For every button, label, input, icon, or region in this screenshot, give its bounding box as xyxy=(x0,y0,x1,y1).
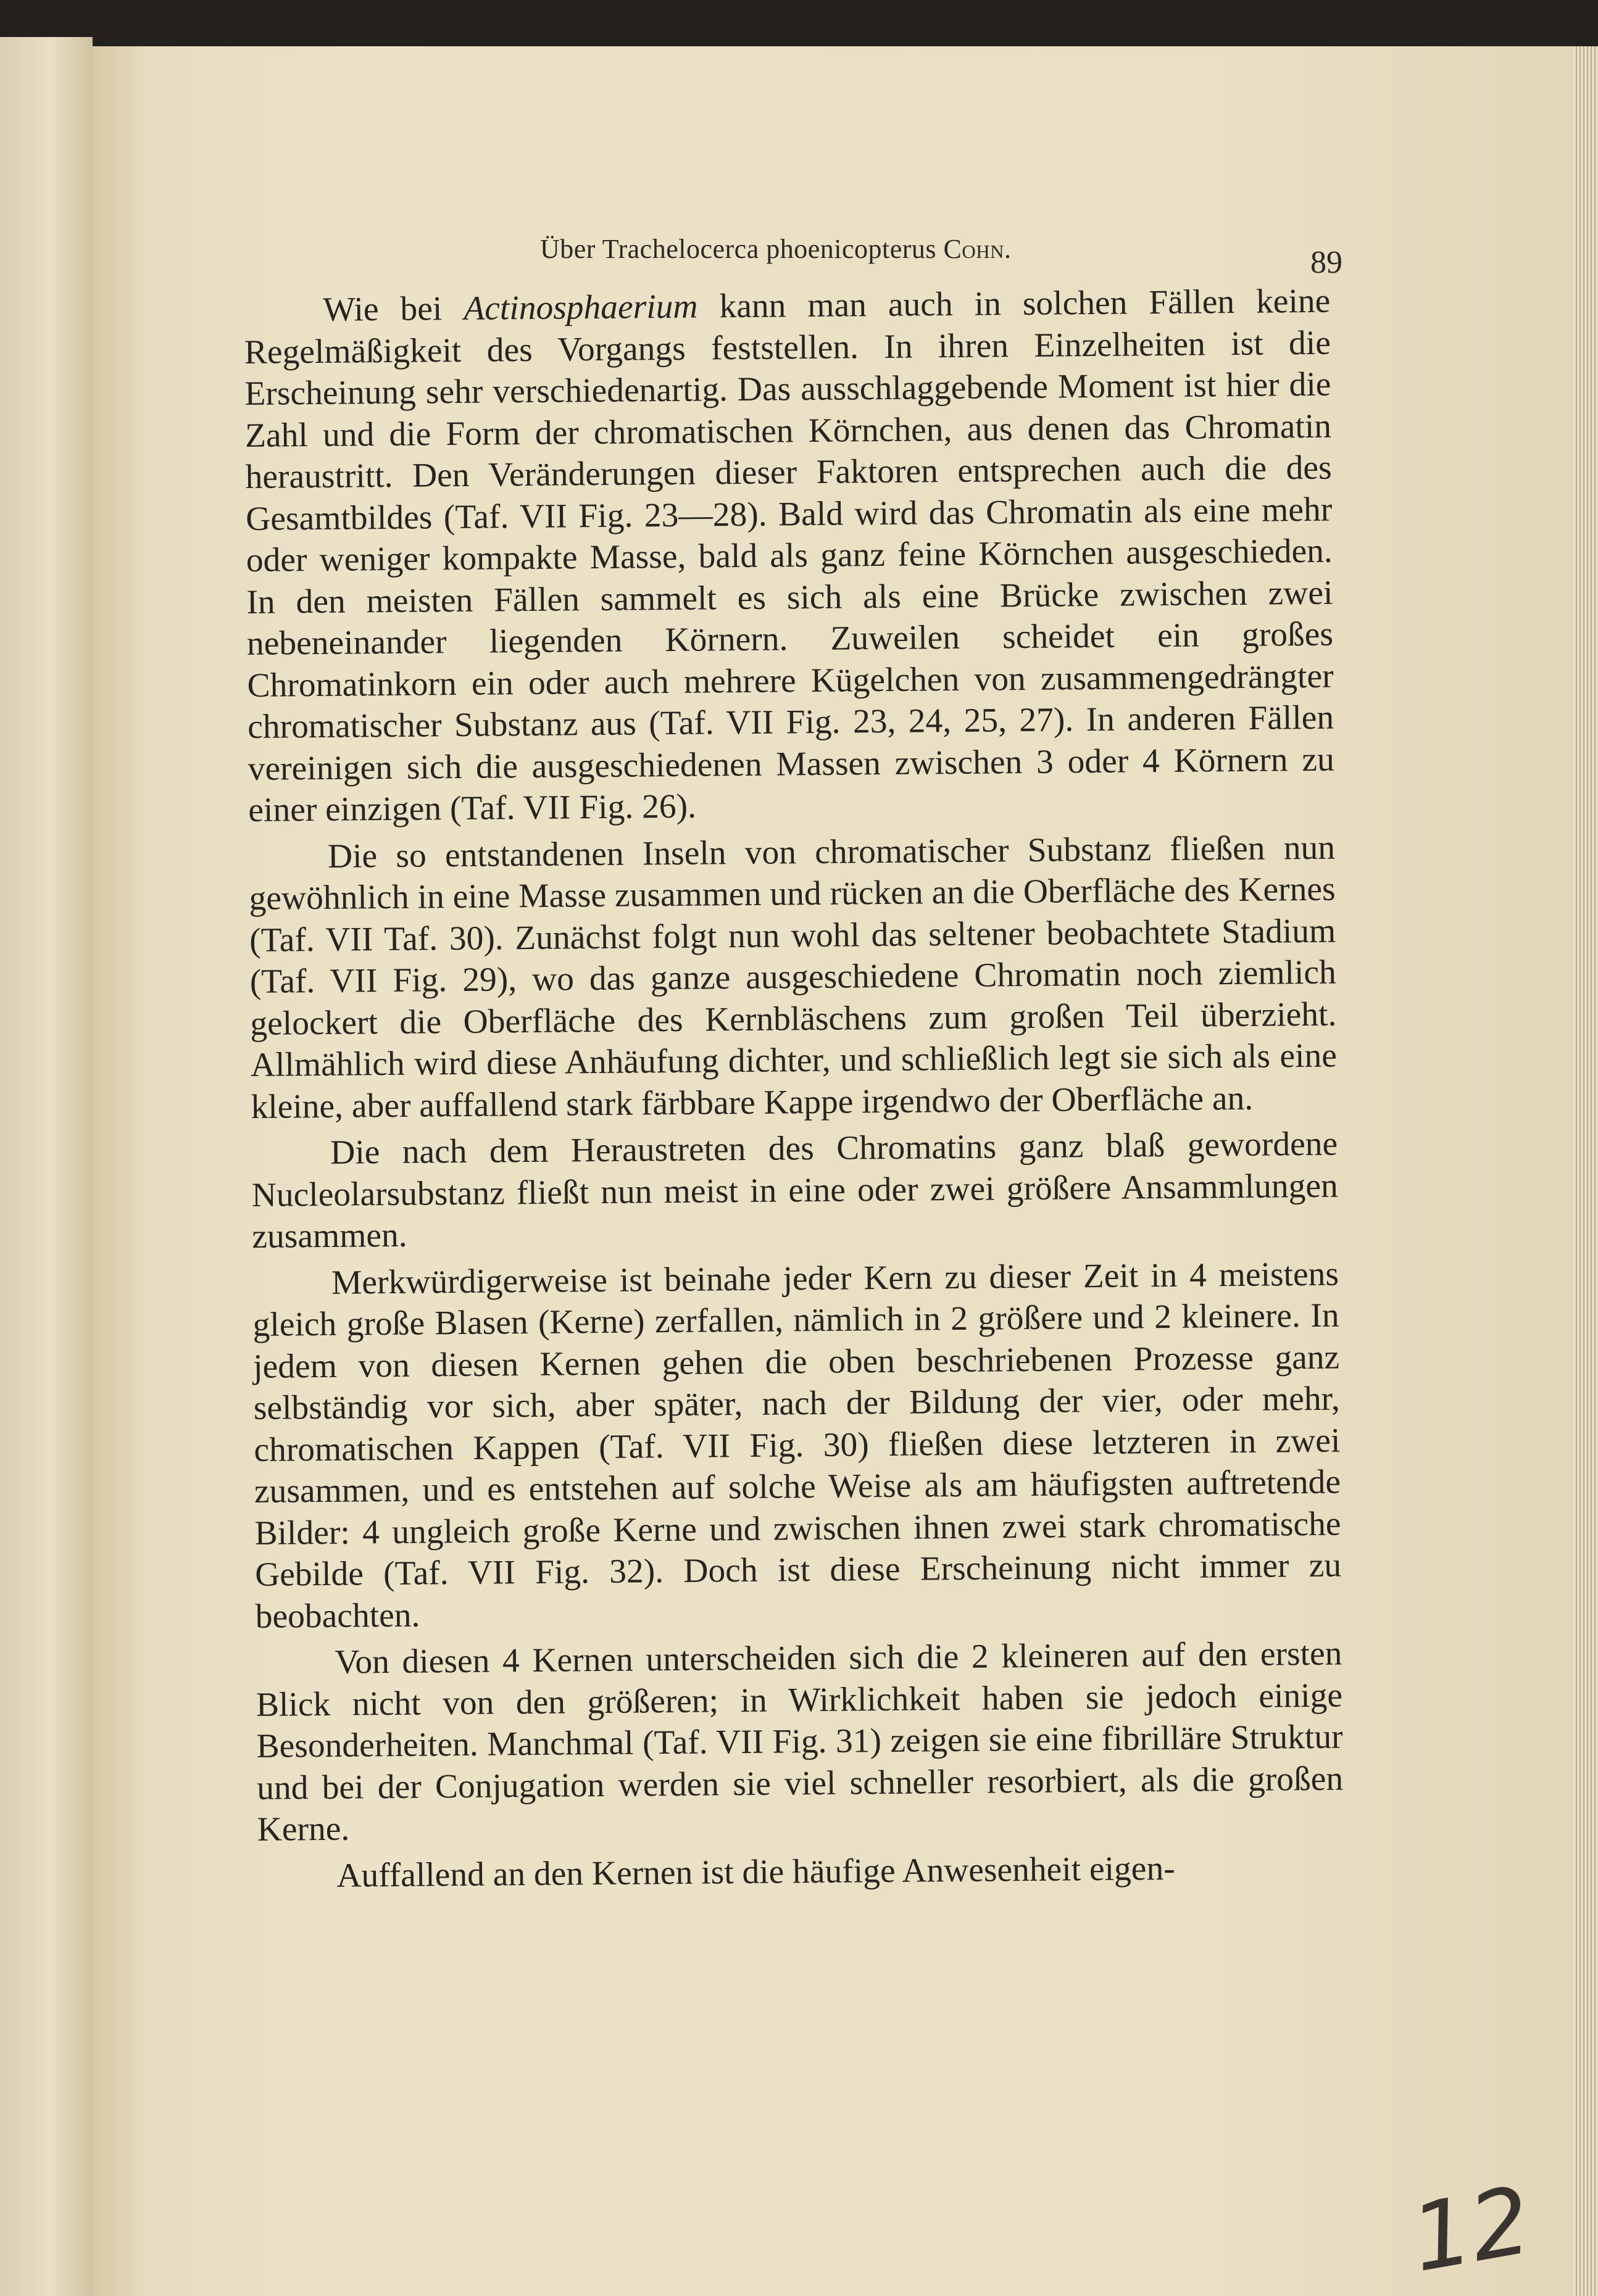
paragraph: Von diesen 4 Kernen unterscheiden sich die 2 kleineren auf den ersten Blick nicht von den größeren; in Wirklichkeit haben sie jedoch einige Besonderheiten. Manchmal (Taf. VII Fig. 31) zeigen sie eine fibrilläre Struktur und bei der Conjugation werden sie viel schneller resorbiert, als die großen Kerne. xyxy=(256,1635,1344,1849)
paragraph: Auffallend an den Kernen ist die häufige Anwesenheit eigen- xyxy=(336,1849,1175,1895)
running-head xyxy=(540,233,1012,265)
page-stack-edge xyxy=(1573,46,1598,2296)
running-head-title: Über Trachelocerca phoenicopterus xyxy=(540,234,937,264)
paragraph xyxy=(244,281,1335,832)
paragraph: Die so entstandenen Inseln von chromatischer Substanz fließen nun gewöhnlich in eine Masse zusammen und rücken an die Oberfläche des Kernes (Taf. VII Taf. 30). Zunächst folgt nun wohl das seltener beobachtete Stadium (Taf. VII Fig. 29), wo das ganze ausgeschiedene Chromatin noch ziemlich gelockert die Oberfläche des Kernbläschens zum großen Teil überzieht. Allmählich wird diese Anhäufung dichter, und schließlich legt sie sich als eine kleine, aber auffallend stark färbbare Kappe irgendwo der Oberfläche an. xyxy=(249,829,1338,1126)
body-text xyxy=(244,281,1344,1897)
running-head-author: Cohn. xyxy=(943,234,1012,264)
paragraph-text: kann man auch in solchen Fällen keine Regelmäßigkeit des Vorgangs feststellen. In ihren Einzelheiten ist die Erscheinung sehr verschiedenartig. Das ausschlaggebende Moment ist hier die Zahl und die Form der chromatischen Körnchen, aus denen das Chromatin heraustritt. Den Veränderungen dieser Faktoren entsprechen auch die des Gesamtbildes (Taf. VII Fig. 23—28). Bald wird das Chromatin als eine mehr oder weniger kompakte Masse, bald als ganz feine Körnchen ausgeschieden. In den meisten Fällen sammelt es sich als eine Brücke zwischen zwei nebeneinander liegenden Körnern. Zuweilen scheidet ein großes Chromatinkorn ein oder auch mehrere Kügelchen von zusammengedrängter chromatischer Substanz aus (Taf. VII Fig. 23, 24, 25, 27). In anderen Fällen vereinigen sich die ausgeschiedenen Massen zwischen 3 oder 4 Körnern zu einer einzigen (Taf. VII Fig. 26). xyxy=(244,282,1334,829)
page-header xyxy=(540,233,1342,280)
paragraph-lead: Wie bei xyxy=(323,289,464,329)
paragraph: Merkwürdigerweise ist beinahe jeder Kern zu dieser Zeit in 4 meistens gleich große Blasen (Kerne) zerfallen, nämlich in 2 größere und 2 kleinere. In jedem von diesen Kernen gehen die oben beschriebenen Prozesse ganz selbständig vor sich, aber später, nach der Bildung der vier, oder mehr, chromatischen Kappen (Taf. VII Fig. 30) fließen diese letzteren in zwei zusammen, und es entstehen auf solche Weise als am häufigsten auftretende Bilder: 4 ungleich große Kerne und zwischen ihnen zwei stark chromatische Gebilde (Taf. VII Fig. 32). Doch ist diese Erscheinung nicht immer zu beobachten. xyxy=(252,1255,1342,1636)
handwritten-archive-number: 12 xyxy=(1404,2166,1539,2294)
italic-term: Actinosphaerium xyxy=(464,288,698,328)
page-number: 89 xyxy=(1310,245,1342,280)
left-page-edge xyxy=(0,37,93,2296)
paragraph: Die nach dem Heraustreten des Chromatins ganz blaß gewordene Nucleolarsubstanz fließt nun meist in eine oder zwei größere Ansammlungen zusammen. xyxy=(251,1125,1339,1256)
